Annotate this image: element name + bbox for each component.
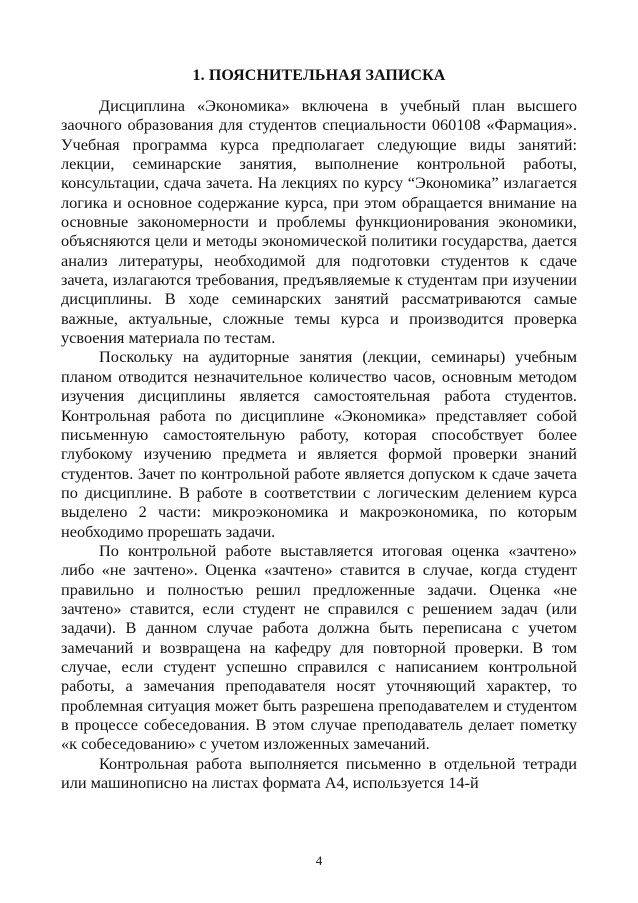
page-number: 4 <box>315 853 323 868</box>
paragraph-3: По контрольной работе выставляется итоговая оценка «зачтено» либо «не зачтено». Оценка «зачтено» ставится в случае, когда студент правильно и полностью решил предложенные задачи. Оценка «не зачтено» ставится, если студент не справился с решением задач (или задачи). В данном случае работа должна быть переписана с учетом замечаний и возвращена на кафедру для повторной проверки. В том случае, если студент успешно справился с написанием контрольной работы, а замечания преподавателя носят уточняющий характер, то проблемная ситуация может быть разрешена преподавателем и студентом в процессе собеседования. В этом случае преподаватель делает пометку «к собеседованию» с учетом изложенных замечаний. <box>61 540 577 754</box>
page-title: 1. ПОЯСНИТЕЛЬНАЯ ЗАПИСКА <box>192 67 446 84</box>
paragraph-4: Контрольная работа выполняется письменно в отдельной тетради или машинописно на листах формата А4, используется 14-й <box>61 753 577 793</box>
paragraph-1: Дисциплина «Экономика» включена в учебный план высшего заочного образования для студентов специальности 060108 «Фармация». Учебная программа курса предполагает следующие виды занятий: лекции, семинарские занятия, выполнение контрольной работы, консультации, сдача зачета. На лекциях по курсу “Экономика” излагается логика и основное содержание курса, при этом обращается внимание на основные закономерности и проблемы функционирования экономики, объясняются цели и методы экономической политики государства, дается анализ литературы, необходимой для подготовки студентов к сдаче зачета, излагаются требования, предъявляемые к студентам при изучении дисциплины. В ходе семинарских занятий рассматриваются самые важные, актуальные, сложные темы курса и производится проверка усвоения материала по тестам. <box>61 96 577 348</box>
paragraph-2: Поскольку на аудиторные занятия (лекции, семинары) учебным планом отводится незначительное количество часов, основным методом изучения дисциплины является самостоятельная работа студентов. Контрольная работа по дисциплине «Экономика» представляет собой письменную самостоятельную работу, которая способствует более глубокому изучению предмета и является формой проверки знаний студентов. Зачет по контрольной работе является допуском к сдаче зачета по дисциплине. В работе в соответствии с логическим делением курса выделено 2 части: микроэкономика и макроэкономика, по которым необходимо прорешать задачи. <box>61 347 577 541</box>
body-text <box>61 96 577 792</box>
